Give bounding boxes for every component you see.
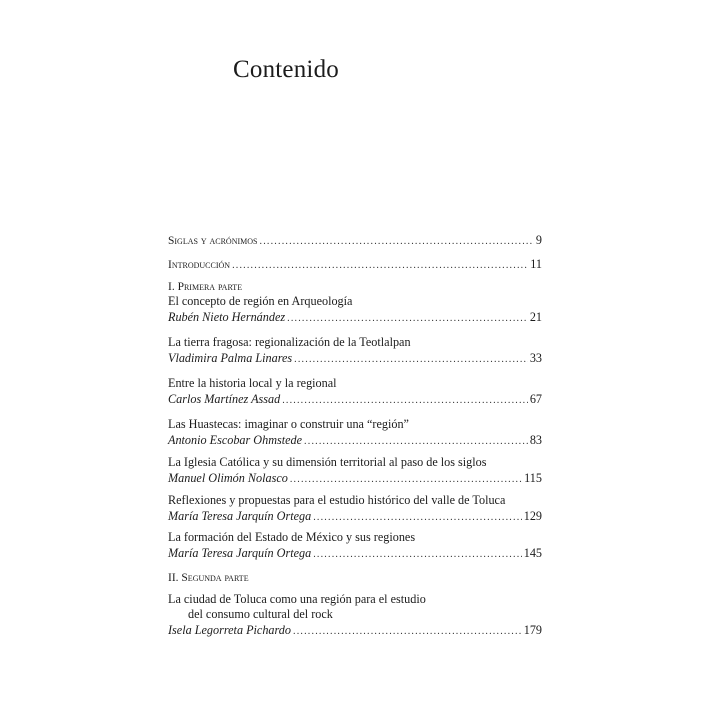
page-number: 67 — [529, 392, 542, 406]
toc-entry-chapter[interactable] — [168, 622, 542, 638]
page-number: 179 — [523, 623, 542, 637]
chapter-title-text: La tierra fragosa: regionalización de la Teotlalpan — [168, 335, 411, 349]
leader-dots — [313, 547, 522, 563]
page-number: 21 — [529, 310, 542, 324]
part-heading: II. Segunda parte — [168, 572, 249, 584]
page-number: 33 — [529, 351, 542, 365]
chapter-title-text: Las Huastecas: imaginar o construir una “región” — [168, 417, 409, 431]
leader-dots — [232, 258, 528, 274]
chapter-title-text: La formación del Estado de México y sus regiones — [168, 530, 416, 544]
chapter-title-text: Entre la historia local y la regional — [168, 376, 337, 390]
toc-entry-chapter[interactable] — [168, 391, 542, 407]
chapter-author: María Teresa Jarquín Ortega — [168, 509, 312, 523]
leader-dots — [287, 311, 528, 327]
chapter-author: Rubén Nieto Hernández — [168, 310, 286, 324]
toc-entry-label: Introducción — [168, 259, 231, 271]
chapter-author: Isela Legorreta Pichardo — [168, 623, 291, 637]
page-number: 83 — [529, 433, 542, 447]
chapter-title — [168, 591, 542, 607]
chapter-author: Antonio Escobar Ohmstede — [168, 433, 303, 447]
toc-entry-siglas[interactable] — [168, 232, 542, 248]
chapter-title — [168, 293, 542, 309]
leader-dots — [294, 352, 528, 368]
page-number: 11 — [530, 257, 542, 271]
page-number: 9 — [535, 233, 542, 247]
chapter-title — [168, 492, 542, 508]
toc-entry-chapter[interactable] — [168, 545, 542, 561]
leader-dots — [304, 434, 528, 450]
leader-dots — [260, 234, 534, 250]
toc-entry-chapter[interactable] — [168, 309, 542, 325]
toc-entry-label: Siglas y acrónimos — [168, 235, 258, 247]
chapter-title-text: La Iglesia Católica y su dimensión territorial al paso de los siglos — [168, 455, 487, 469]
chapter-title-text: La ciudad de Toluca como una región para el estudio — [168, 592, 426, 606]
chapter-title-continuation — [168, 606, 562, 622]
chapter-title — [168, 375, 542, 391]
chapter-title — [168, 416, 542, 432]
toc-entry-chapter[interactable] — [168, 432, 542, 448]
page-number: 115 — [524, 471, 542, 485]
toc-entry-chapter[interactable] — [168, 350, 542, 366]
leader-dots — [313, 510, 522, 526]
chapter-author: Manuel Olimón Nolasco — [168, 471, 288, 485]
page-title: Contenido — [233, 56, 339, 83]
leader-dots — [282, 393, 528, 409]
chapter-title-text: El concepto de región en Arqueología — [168, 294, 353, 308]
chapter-title — [168, 529, 542, 545]
chapter-title-text: del consumo cultural del rock — [188, 607, 333, 621]
chapter-title-text: Reflexiones y propuestas para el estudio histórico del valle de Toluca — [168, 493, 506, 507]
leader-dots — [293, 624, 522, 640]
toc-entry-introduccion[interactable] — [168, 256, 542, 272]
chapter-author: Carlos Martínez Assad — [168, 392, 281, 406]
chapter-author: María Teresa Jarquín Ortega — [168, 546, 312, 560]
chapter-title — [168, 334, 542, 350]
toc-entry-chapter[interactable] — [168, 470, 542, 486]
chapter-title — [168, 454, 542, 470]
page-number: 145 — [523, 546, 542, 560]
page-number: 129 — [523, 509, 542, 523]
chapter-author: Vladimira Palma Linares — [168, 351, 293, 365]
toc-entry-chapter[interactable] — [168, 508, 542, 524]
leader-dots — [290, 472, 522, 488]
part-heading: I. Primera parte — [168, 281, 243, 293]
